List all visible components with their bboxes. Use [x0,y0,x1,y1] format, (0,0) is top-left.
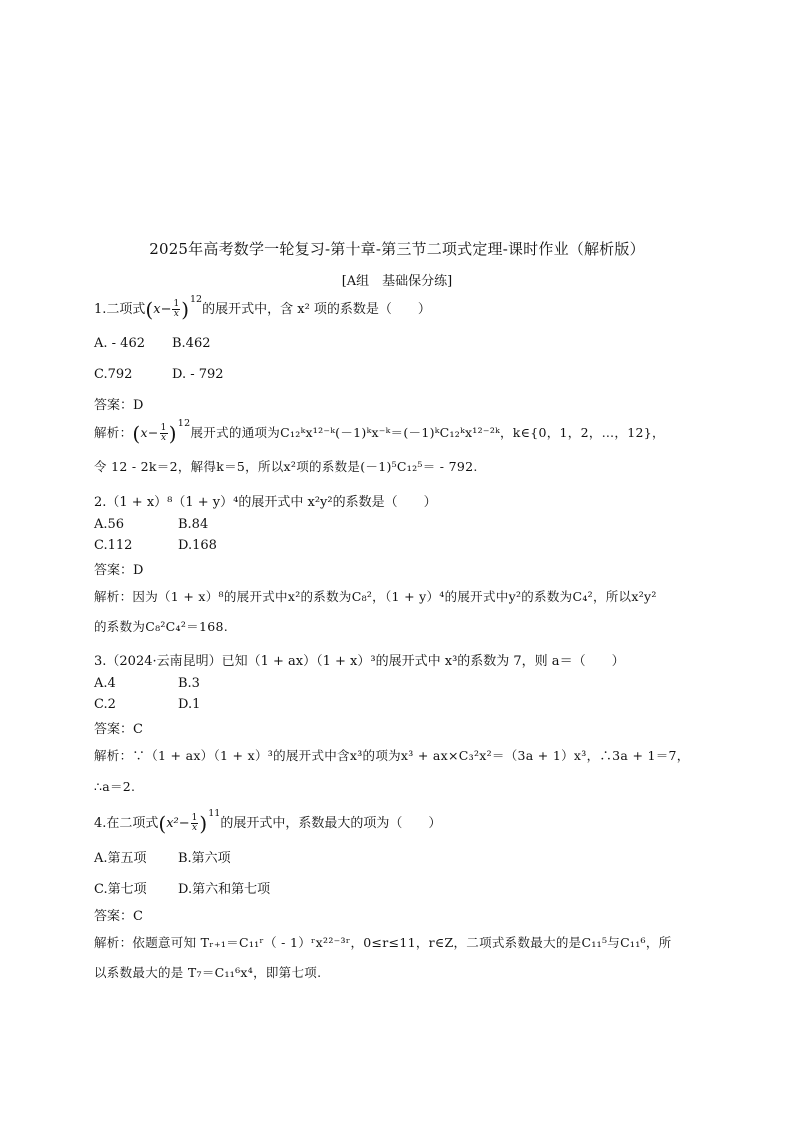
q1-stem [94,294,431,322]
q4-analysis-label: 解析： [94,935,133,950]
q2-solution-text1: 因为（1 + x）⁸的展开式中x²的系数为C₈²，（1 + y）⁴的展开式中y²的系数为C₄²，所以x²y² [132,589,657,604]
q2-option-d: D.168 [178,538,217,553]
q1-stem-prefix: 1.二项式 [94,302,146,317]
q4-options-row2 [94,878,270,897]
q4-option-b: B.第六项 [178,851,231,866]
q4-options-row1 [94,847,231,866]
q2-option-a: A.56 [94,517,125,532]
q2-answer: 答案：D [94,563,144,578]
q2-analysis-label: 解析： [94,589,133,604]
q1-solution-line1 [94,418,665,446]
q4-answer: 答案：C [94,909,143,924]
q3-options-row2 [94,697,200,712]
q4-solution-line2: 以系数最大的是 T₇＝C₁₁⁶x⁴，即第七项. [94,965,322,980]
q1-options-row1 [94,336,211,351]
q1-option-b: B.462 [172,336,211,351]
q4-option-c: C.第七项 [94,882,147,897]
q1-analysis-label: 解析： [94,425,133,440]
q3-option-c: C.2 [94,697,116,712]
q2-option-c: C.112 [94,538,133,553]
q3-options-row1 [94,676,200,691]
q1-solution-binomial: (x− $\frac{1}{x}$ )$^{12}$ [132,418,191,446]
q2-options-row2 [94,538,217,553]
q1-options-row2 [94,367,224,382]
q1-fraction: $\frac{1}{x}$ [173,299,180,319]
q1-answer: 答案：D [94,398,144,413]
section-heading: [A组 基础保分练] [341,274,453,289]
q1-binomial: (x− $\frac{1}{x}$ )$^{12}$ [145,294,203,322]
q2-options-row1 [94,517,208,532]
q3-option-d: D.1 [178,697,201,712]
document-title: 2025年高考数学一轮复习-第十章-第三节二项式定理-课时作业（解析版） [149,240,645,258]
q1-option-c: C.792 [94,367,133,382]
q3-option-b: B.3 [178,676,200,691]
q3-solution-text1: ∵（1 + ax）（1 + x）³的展开式中含x³的项为x³ + ax×C₃²x²＝（3a + 1）x³，∴3a + 1＝7， [132,748,690,763]
q1-option-a: A. - 462 [94,336,145,351]
q2-option-b: B.84 [178,517,209,532]
q4-stem [94,808,442,836]
q1-stem-suffix: 的展开式中，含 x² 项的系数是（ ） [202,302,431,317]
q3-solution-line2: ∴a＝2. [94,779,136,794]
q4-stem-prefix: 4.在二项式 [94,816,159,831]
q4-option-d: D.第六和第七项 [178,882,271,897]
q4-stem-suffix: 的展开式中，系数最大的项为（ ） [220,816,442,831]
q2-stem: 2.（1 + x）⁸（1 + y）⁴的展开式中 x²y²的系数是（ ） [94,495,437,510]
q3-analysis-label: 解析： [94,748,133,763]
q4-solution-line1 [94,933,671,951]
q2-solution-line1 [94,587,657,605]
q3-solution-line1 [94,746,690,764]
q4-fraction: $\frac{1}{x}$ [191,813,198,833]
q4-solution-text1: 依题意可知 Tᵣ₊₁＝C₁₁ʳ（ - 1）ʳx²²⁻³ʳ，0≤r≤11，r∈Z，二项式系数最大的是C₁₁⁵与C₁₁⁶，所 [132,935,672,950]
q4-option-a: A.第五项 [94,851,147,866]
q3-stem: 3.（2024·云南昆明）已知（1 + ax）（1 + x）³的展开式中 x³的系数为 7，则 a＝（ ） [94,654,625,669]
q1-solution-text1: 展开式的通项为C₁₂ᵏx¹²⁻ᵏ(－1)ᵏx⁻ᵏ＝(－1)ᵏC₁₂ᵏx¹²⁻²ᵏ，k∈{0，1，2，…，12}， [190,425,665,440]
q2-solution-line2: 的系数为C₈²C₄²＝168. [94,619,229,634]
q4-binomial: (x²− $\frac{1}{x}$ )$^{11}$ [158,808,221,836]
q1-option-d: D. - 792 [172,367,224,382]
q1-solution-line2: 令 12 - 2k＝2，解得k＝5，所以x²项的系数是(－1)⁵C₁₂⁵＝ - 792. [94,459,478,474]
q3-option-a: A.4 [94,676,116,691]
q3-answer: 答案：C [94,722,143,737]
